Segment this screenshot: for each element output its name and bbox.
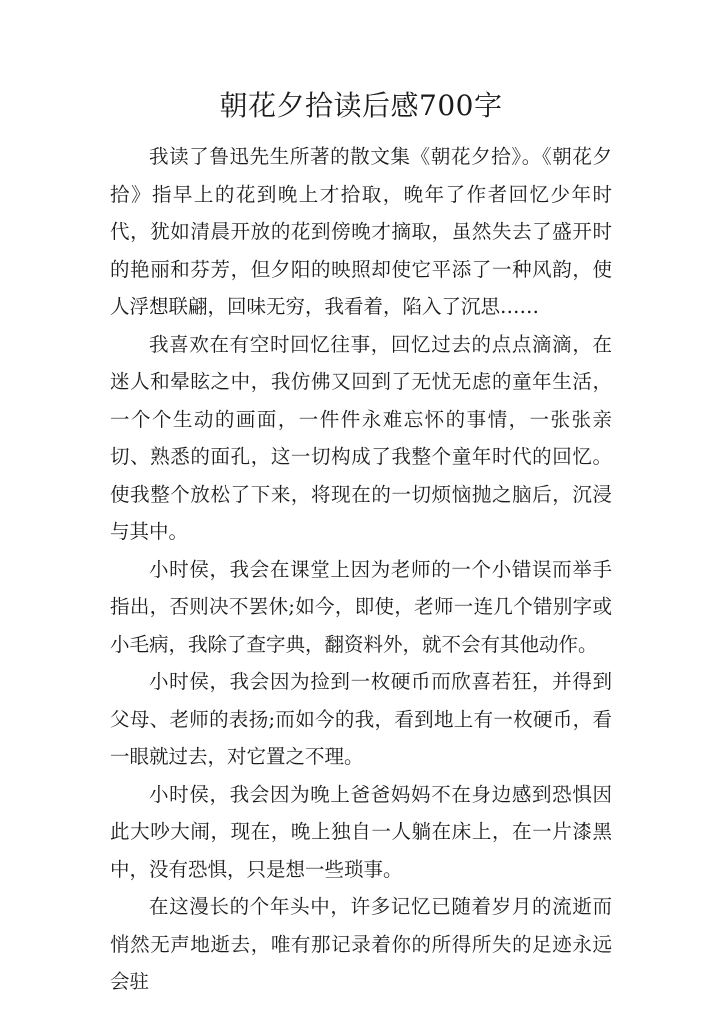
paragraph-2: 我喜欢在有空时回忆往事，回忆过去的点点滴滴，在迷人和晕眩之中，我仿佛又回到了无忧无虑的童年生活，一个个生动的画面，一件件永难忘怀的事情，一张张亲切、熟悉的面孔，这一切构成了我整个童年时代的回忆。使我整个放松了下来，将现在的一切烦恼抛之脑后，沉浸与其中。 bbox=[110, 332, 612, 543]
document-title: 朝花夕拾读后感700字 bbox=[219, 89, 503, 122]
document-page bbox=[110, 80, 612, 1001]
paragraph-5: 小时侯，我会因为晚上爸爸妈妈不在身边感到恐惧因此大吵大闹，现在，晚上独自一人躺在床上，在一片漆黑中，没有恐惧，只是想一些琐事。 bbox=[110, 782, 612, 881]
paragraph-6: 在这漫长的个年头中，许多记忆已随着岁月的流逝而悄然无声地逝去，唯有那记录着你的所得所失的足迹永远会驻 bbox=[110, 895, 612, 993]
paragraph-4: 小时侯，我会因为捡到一枚硬币而欣喜若狂，并得到父母、老师的表扬;而如今的我，看到地上有一枚硬币，看一眼就过去，对它置之不理。 bbox=[110, 670, 612, 768]
paragraph-3: 小时侯，我会在课堂上因为老师的一个小错误而举手指出，否则决不罢休;如今，即使，老师一连几个错别字或小毛病，我除了查字典，翻资料外，就不会有其他动作。 bbox=[110, 557, 612, 656]
paragraph-1: 我读了鲁迅先生所著的散文集《朝花夕拾》。《朝花夕拾》指早上的花到晚上才拾取，晚年了作者回忆少年时代，犹如清晨开放的花到傍晚才摘取，虽然失去了盛开时的艳丽和芬芳，但夕阳的映照却使它平添了一种风韵，使人浮想联翩，回味无穷，我看着，陷入了沉思…… bbox=[110, 145, 612, 318]
